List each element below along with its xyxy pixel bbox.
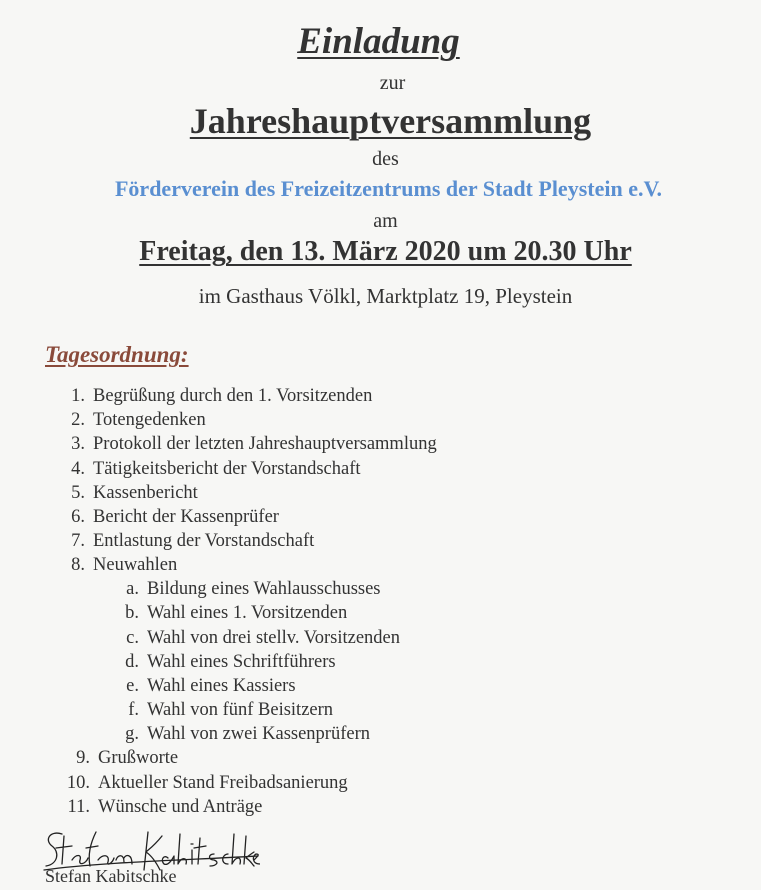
meeting-date: Freitag, den 13. März 2020 um 20.30 Uhr — [139, 236, 632, 267]
agenda-item — [76, 746, 179, 770]
signature-stroke — [223, 854, 228, 864]
agenda-item — [71, 408, 206, 432]
agenda-subitem — [125, 601, 348, 625]
signature-stroke — [232, 834, 240, 864]
agenda-subitem — [126, 674, 296, 698]
agenda-subitem — [128, 698, 334, 722]
agenda-item-text: Grußworte — [98, 748, 179, 768]
meeting-name: Jahreshauptversammlung — [189, 101, 592, 141]
agenda-subitem — [125, 650, 336, 674]
agenda-item — [71, 553, 178, 577]
organization-name: Förderverein des Freizeitzentrums der Stadt Pleystein e.V. — [114, 176, 663, 201]
preposition-am: am — [373, 210, 398, 232]
agenda-subitem-letter: b. — [125, 603, 139, 623]
agenda-item-number: 10. — [66, 773, 90, 793]
agenda-item-text: Kassenbericht — [93, 483, 198, 503]
agenda-item-text: Aktueller Stand Freibadsanierung — [98, 773, 348, 793]
signer-name: Stefan Kabitschke — [45, 866, 177, 886]
signature-stroke — [144, 832, 162, 870]
agenda-item — [71, 529, 315, 553]
agenda-item — [71, 432, 437, 456]
agenda-item — [71, 505, 279, 529]
agenda-item-number: 8. — [71, 555, 85, 575]
agenda-item-number: 9. — [76, 748, 90, 768]
agenda-subitem-letter: c. — [126, 628, 139, 648]
signature-stroke — [46, 833, 62, 866]
document-title: Einladung — [297, 21, 460, 62]
agenda-subitem-letter: g. — [125, 724, 139, 744]
agenda-subitem-letter: f. — [128, 700, 139, 720]
signature-stroke — [210, 854, 217, 866]
signature-stroke — [244, 836, 254, 866]
agenda-item-number: 7. — [71, 531, 85, 551]
agenda-subitem-letter: e. — [126, 676, 139, 696]
agenda-item-text: Neuwahlen — [93, 555, 178, 575]
agenda-subitem — [125, 722, 371, 746]
preposition-zur: zur — [379, 72, 406, 94]
agenda-item-text: Begrüßung durch den 1. Vorsitzenden — [93, 386, 373, 406]
agenda-item-text: Totengedenken — [93, 410, 206, 430]
agenda-subitem-text: Wahl eines 1. Vorsitzenden — [147, 603, 348, 623]
agenda-subitem-text: Wahl von fünf Beisitzern — [147, 700, 334, 720]
agenda-subitem — [126, 626, 401, 650]
agenda-item — [66, 771, 348, 795]
preposition-des: des — [372, 148, 399, 170]
agenda-item-number: 4. — [71, 459, 85, 479]
meeting-venue: im Gasthaus Völkl, Marktplatz 19, Pleystein — [198, 284, 573, 308]
agenda-subitem-letter: a. — [126, 579, 139, 599]
agenda-item-text: Protokoll der letzten Jahreshauptversammlung — [93, 434, 437, 454]
agenda-item-number: 2. — [71, 410, 85, 430]
agenda-subitem-text: Bildung eines Wahlausschusses — [147, 579, 381, 599]
agenda-subitem-letter: d. — [125, 652, 139, 672]
signature-stroke — [194, 838, 206, 864]
agenda-item-number: 1. — [71, 386, 85, 406]
agenda-item — [67, 795, 263, 819]
agenda-subitem-text: Wahl von drei stellv. Vorsitzenden — [147, 628, 401, 648]
agenda-subitem-text: Wahl eines Schriftführers — [147, 652, 336, 672]
agenda-heading: Tagesordnung: — [45, 342, 189, 367]
agenda-item-text: Wünsche und Anträge — [98, 797, 263, 817]
agenda-item-text: Entlastung der Vorstandschaft — [93, 531, 315, 551]
agenda-item-number: 3. — [71, 434, 85, 454]
signature-stroke — [191, 844, 193, 864]
signature-stroke — [56, 836, 72, 864]
signature-stroke — [98, 856, 114, 864]
agenda-item-text: Tätigkeitsbericht der Vorstandschaft — [93, 459, 361, 479]
agenda-item — [71, 481, 198, 505]
agenda-item-number: 5. — [71, 483, 85, 503]
agenda-subitem — [126, 577, 381, 601]
signature-stroke — [72, 856, 88, 864]
agenda-item-text: Bericht der Kassenprüfer — [93, 507, 279, 527]
agenda-subitem-text: Wahl von zwei Kassenprüfern — [147, 724, 371, 744]
agenda-item-number: 11. — [67, 797, 90, 817]
agenda-item — [71, 384, 373, 408]
signature-stroke — [86, 832, 98, 866]
agenda-item — [71, 457, 361, 481]
agenda-item-number: 6. — [71, 507, 85, 527]
agenda-subitem-text: Wahl eines Kassiers — [147, 676, 296, 696]
